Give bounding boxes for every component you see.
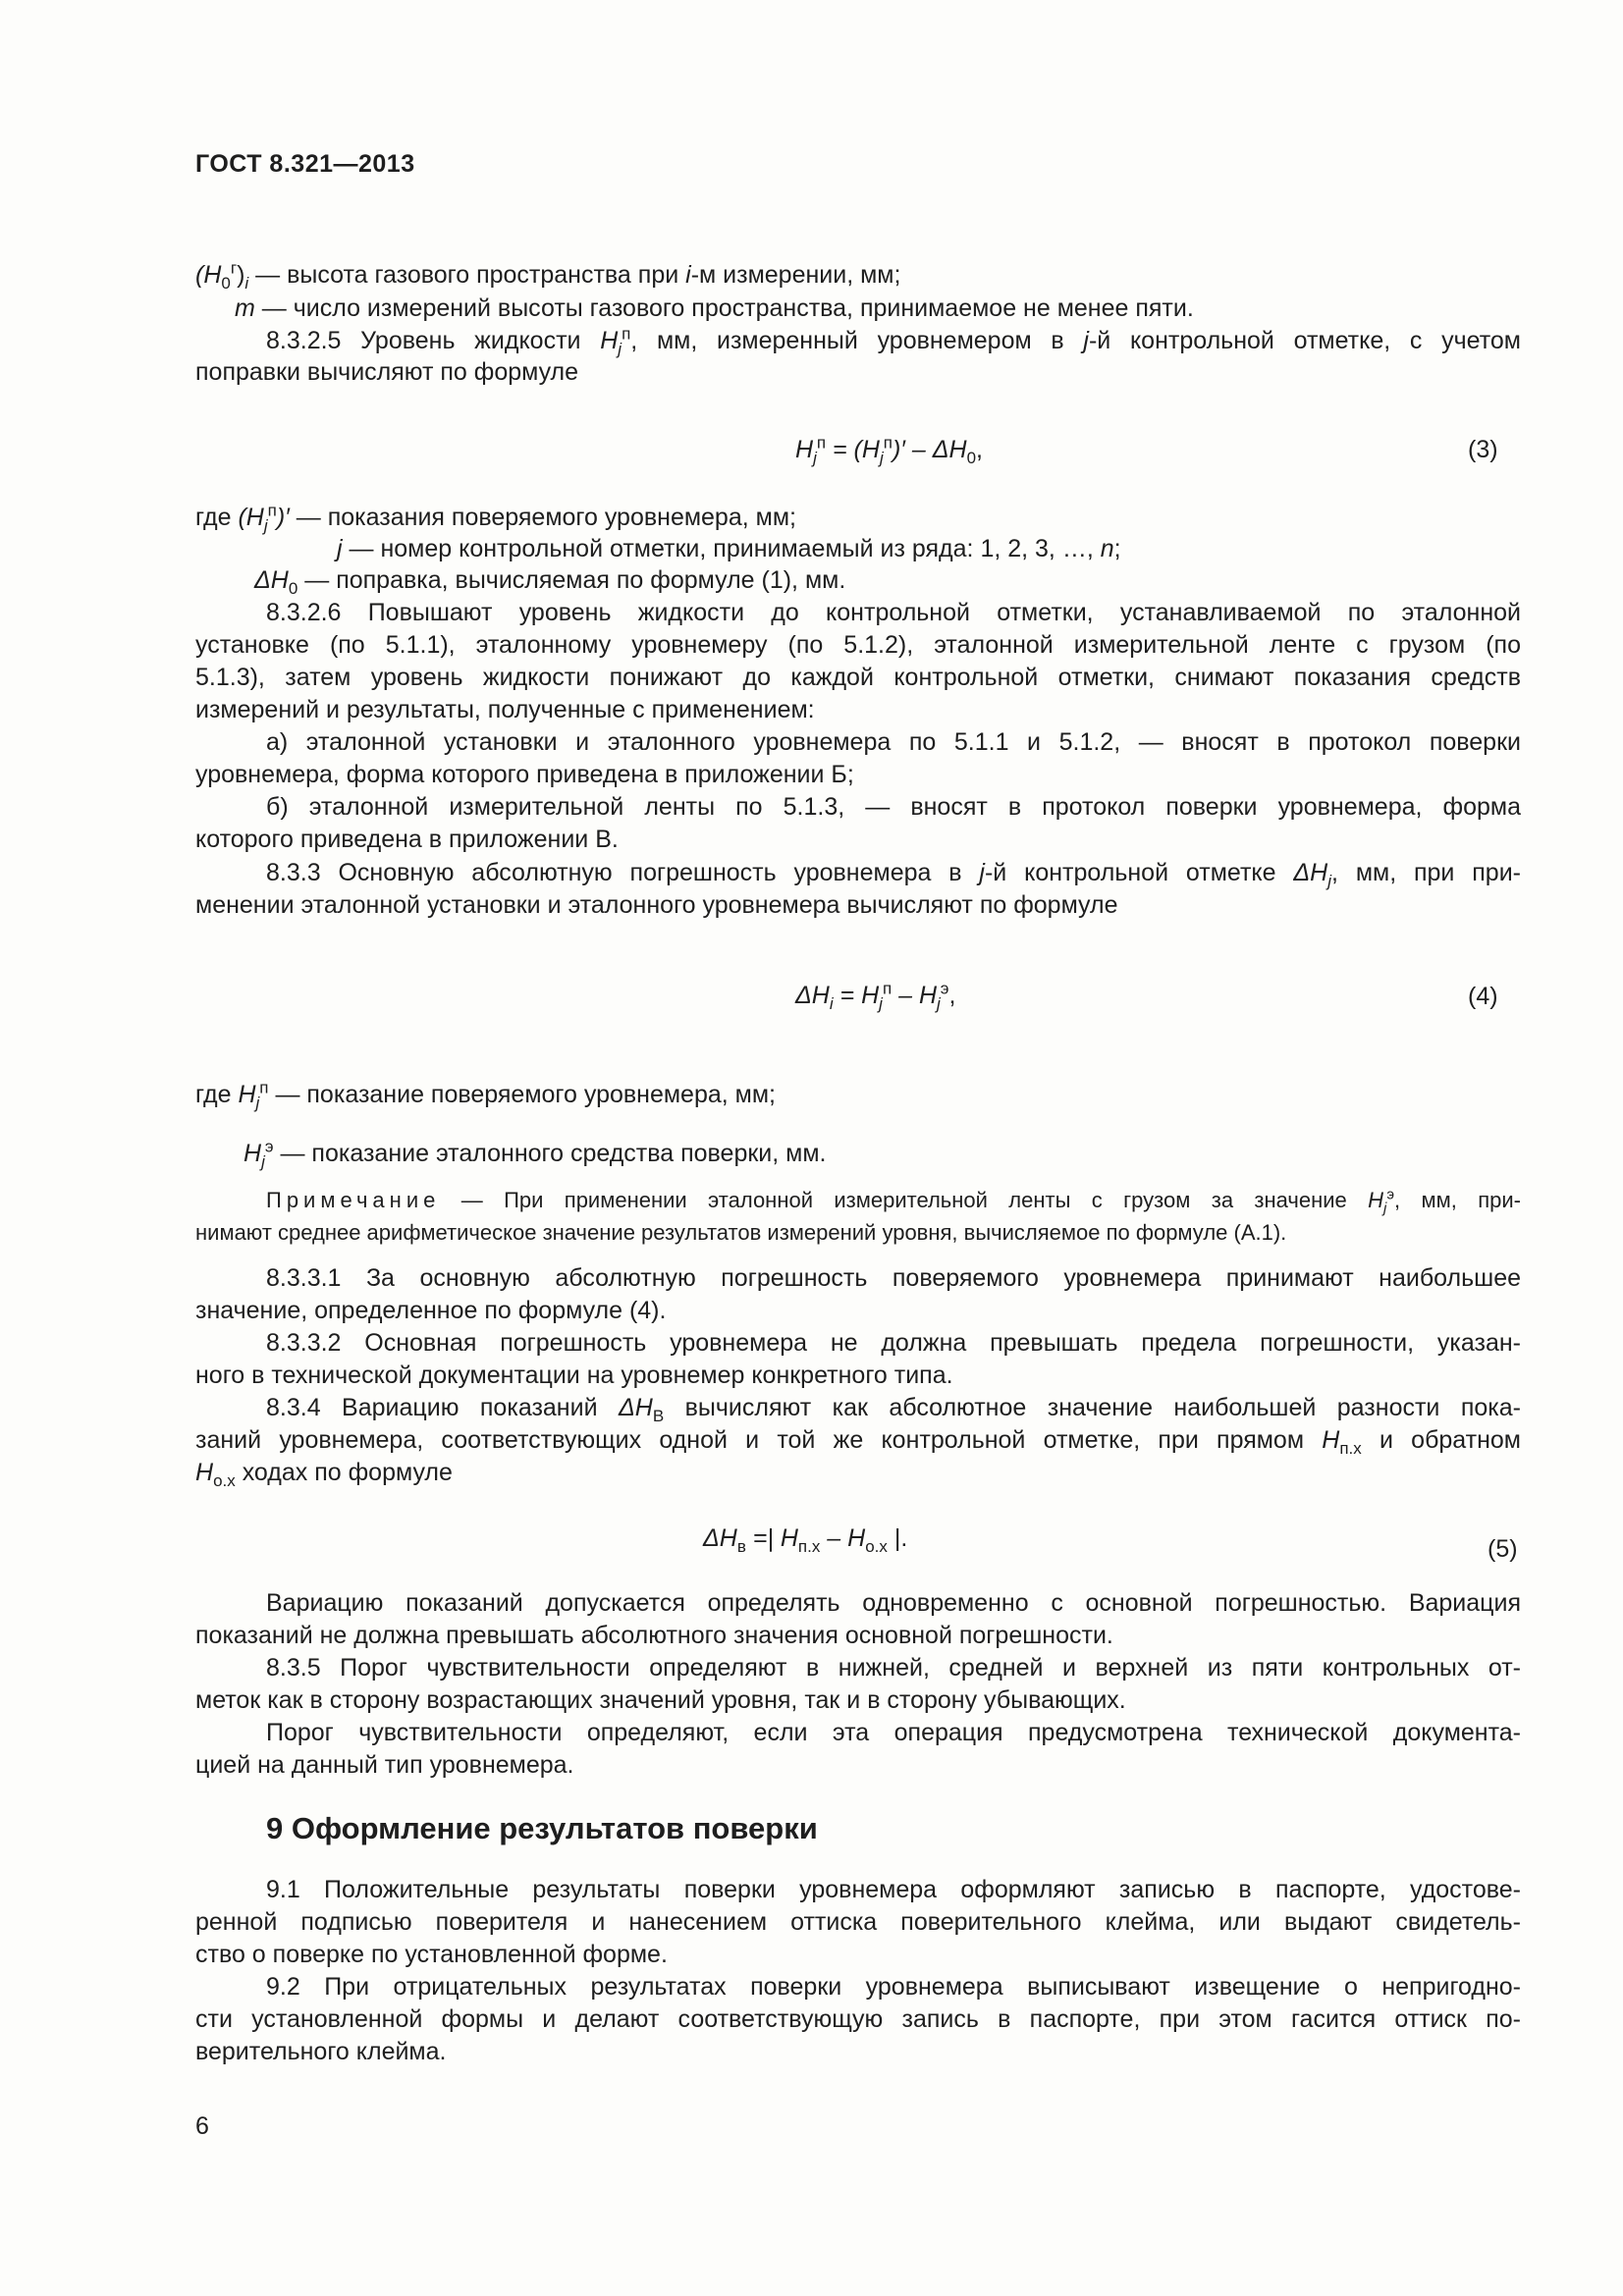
note-line2: нимают среднее арифметическое значение результатов измерений уровня, вычисляемое по формуле (А.1).	[195, 1220, 1287, 1245]
formula-5-number: (5)	[1488, 1535, 1518, 1563]
page-number: 6	[195, 2112, 209, 2140]
where3-a: где $(H_j^п)'$ — показания поверяемого уровнемера, мм;	[195, 501, 796, 535]
document-header: ГОСТ 8.321—2013	[195, 150, 415, 178]
paragraph-834-line1: 8.3.4 Вариацию показаний $\Delta H_В$ вычисляют как абсолютное значение наибольшей разности пока-	[266, 1394, 1521, 1425]
paragraph-8326-line1: 8.3.2.6 Повышают уровень жидкости до контрольной отметки, устанавливаемой по эталонной	[266, 599, 1521, 626]
section-9-title: 9 Оформление результатов поверки	[266, 1811, 818, 1845]
formula-3-number: (3)	[1468, 436, 1498, 463]
paragraph-91-line3: ство о поверке по установленной форме.	[195, 1941, 668, 1968]
where4-b: $H_j^э$ — показание эталонного средства поверки, мм.	[243, 1137, 827, 1171]
paragraph-91-line2: ренной подписью поверителя и нанесением оттиска поверительного клейма, или выдают свидетель-	[195, 1908, 1521, 1936]
list-item-a-line1: а) эталонной установки и эталонного уровнемера по 5.1.1 и 5.1.2, — вносят в протокол поверки	[266, 728, 1521, 756]
paragraph-833-line1: 8.3.3 Основную абсолютную погрешность уровнемера в j-й контрольной отметке $\Delta H_j$, мм, при при-	[266, 859, 1521, 890]
paragraph-92-line1: 9.2 При отрицательных результатах поверки уровнемера выписывают извещение о непригодно-	[266, 1973, 1521, 2001]
where3-b: j — номер контрольной отметки, принимаемый из ряда: 1, 2, 3, …, n;	[337, 535, 1121, 562]
formula-5: $\Delta H_в$ =| $H_{п.х} - H_{о.х}$ |.	[703, 1524, 908, 1556]
paragraph-8325-line1: 8.3.2.5 Уровень жидкости $H_j^п$, мм, измеренный уровнемером в j-й контрольной отметке, с учетом	[266, 324, 1521, 358]
formula-3: $H_j^п = (H_j^п)' - \Delta H_0$,	[795, 433, 983, 467]
paragraph-8332-line2: ного в технической документации на уровнемер конкретного типа.	[195, 1362, 953, 1389]
paragraph-variation-line2: показаний не должна превышать абсолютного значения основной погрешности.	[195, 1622, 1113, 1649]
definition-h0g: $(H_0^г)_i$ — высота газового пространства при i-м измерении, мм;	[195, 258, 901, 293]
note-line1: Примечание — При применении эталонной измерительной ленты с грузом за значение $H_j^э$, мм, при-	[266, 1186, 1521, 1217]
paragraph-variation-line1: Вариацию показаний допускается определять одновременно с основной погрешностью. Вариация	[266, 1589, 1521, 1617]
formula-4-number: (4)	[1468, 983, 1498, 1010]
definition-m: m — число измерений высоты газового пространства, принимаемое не менее пяти.	[235, 294, 1194, 322]
paragraph-8331-line1: 8.3.3.1 За основную абсолютную погрешность поверяемого уровнемера принимают наибольшее	[266, 1264, 1521, 1292]
list-item-b-line2: которого приведена в приложении В.	[195, 826, 619, 853]
list-item-b-line1: б) эталонной измерительной ленты по 5.1.3, — вносят в протокол поверки уровнемера, форма	[266, 793, 1521, 821]
paragraph-threshold-line1: Порог чувствительности определяют, если эта операция предусмотрена технической документа-	[266, 1719, 1521, 1746]
where4-a: где $H_j^п$ — показание поверяемого уровнемера, мм;	[195, 1078, 776, 1112]
paragraph-834-line2: заний уровнемера, соответствующих одной и той же контрольной отметке, при прямом $H_{п.х}$ и обратном	[195, 1426, 1521, 1458]
formula-4: $\Delta H_i = H_j^п - H_j^э$,	[795, 979, 956, 1013]
paragraph-835-line1: 8.3.5 Порог чувствительности определяют в нижней, средней и верхней из пяти контрольных от-	[266, 1654, 1521, 1682]
paragraph-8326-line4: измерений и результаты, полученные с применением:	[195, 696, 815, 723]
paragraph-92-line2: сти установленной формы и делают соответствующую запись в паспорте, при этом гасится оттиск по-	[195, 2005, 1521, 2033]
paragraph-835-line2: меток как в сторону возрастающих значений уровня, так и в сторону убывающих.	[195, 1686, 1126, 1714]
paragraph-8331-line2: значение, определенное по формуле (4).	[195, 1297, 667, 1324]
list-item-a-line2: уровнемера, форма которого приведена в приложении Б;	[195, 761, 854, 788]
paragraph-8332-line1: 8.3.3.2 Основная погрешность уровнемера не должна превышать предела погрешности, указан-	[266, 1329, 1521, 1357]
paragraph-92-line3: верительного клейма.	[195, 2038, 447, 2065]
paragraph-threshold-line2: цией на данный тип уровнемера.	[195, 1751, 574, 1779]
paragraph-833-line2: менении эталонной установки и эталонного уровнемера вычисляют по формуле	[195, 891, 1118, 919]
paragraph-91-line1: 9.1 Положительные результаты поверки уровнемера оформляют записью в паспорте, удостове-	[266, 1876, 1521, 1903]
paragraph-834-line3: $H_{о.х}$ ходах по формуле	[195, 1459, 453, 1490]
paragraph-8326-line3: 5.1.3), затем уровень жидкости понижают до каждой контрольной отметки, снимают показания средств	[195, 664, 1521, 691]
paragraph-8325-line2: поправки вычисляют по формуле	[195, 358, 579, 386]
where3-c: $\Delta H_0$ — поправка, вычисляемая по формуле (1), мм.	[254, 566, 846, 598]
paragraph-8326-line2: установке (по 5.1.1), эталонному уровнемеру (по 5.1.2), эталонной измерительной ленте с грузом (по	[195, 631, 1521, 659]
